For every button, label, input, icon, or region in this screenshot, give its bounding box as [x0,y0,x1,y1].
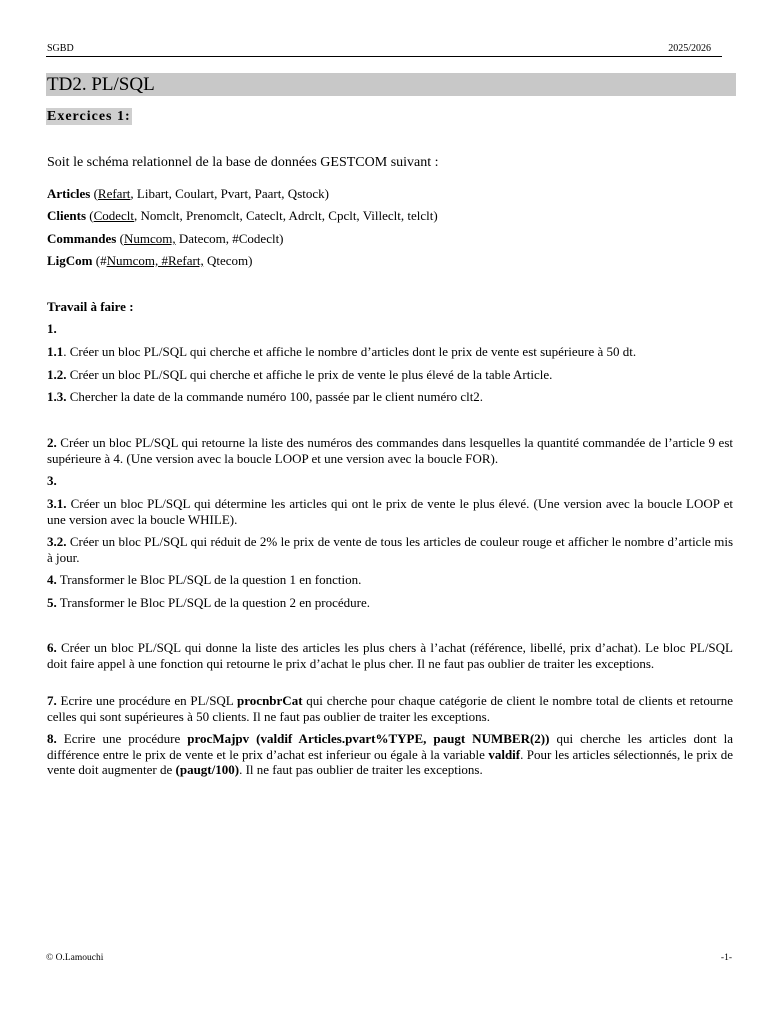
header-course: SGBD [47,43,74,54]
question-1-1: 1.1. Créer un bloc PL/SQL qui cherche et affiche le nombre d’articles dont le prix de vente est supérieure à 50 dt. [47,344,637,359]
question-5: 5. Transformer le Bloc PL/SQL de la question 2 en procédure. [47,595,371,610]
question-4: 4. Transformer le Bloc PL/SQL de la question 1 en fonction. [47,572,362,587]
schema-table-name: Articles [47,186,91,201]
question-7: 7. Ecrire une procédure en PL/SQL procnbrCat qui cherche pour chaque catégorie de client le nombre total de clients et retourne celles qui sont supérieures à 50 clients. Il ne faut pas oublier de traiter les exceptions. [47,693,733,724]
question-number: 1.3. [47,389,67,404]
header-year: 2025/2026 [668,43,711,54]
footer-page-number: -1- [720,953,732,963]
hidden-code-line: SET SERVEROUTPUT ON [47,784,201,799]
procedure-signature: procMajpv (valdif Articles.pvart%TYPE, paugt NUMBER(2)) [187,731,550,746]
schema-primary-key: Codeclt [93,208,135,223]
page-header [46,43,722,57]
question-3-1: 3.1. Créer un bloc PL/SQL qui détermine les articles qui ont le prix de vente le plus élevé. (Une version avec la boucle LOOP et une version avec la boucle WHILE). [47,496,733,527]
question-number: 4. [47,572,57,587]
exercise-heading: Exercices 1: [47,109,131,124]
question-2: 2. Créer un bloc PL/SQL qui retourne la liste des numéros des commandes dans lesquelles la quantité commandée de l’article 9 est supérieure à 4. (Une version avec la boucle LOOP et une version avec la boucle FOR). [47,435,733,466]
question-number: 3.1. [47,496,67,511]
document-title: TD2. PL/SQL [46,73,736,96]
schema-ligcom: LigCom (#Numcom, #Refart, Qtecom) [47,253,253,268]
schema-table-name: Commandes [47,231,117,246]
schema-clients: Clients (Codeclt, Nomclt, Prenomclt, Cateclt, Adrclt, Cpclt, Villeclt, telclt) [47,208,438,223]
question-number: 1.2. [47,367,67,382]
question-1-2: 1.2. Créer un bloc PL/SQL qui cherche et affiche le prix de vente le plus élevé de la table Article. [47,367,553,382]
schema-primary-key: Numcom, #Refart, [106,253,204,268]
question-1-3: 1.3. Chercher la date de la commande numéro 100, passée par le client numéro clt2. [47,389,484,404]
travail-heading: Travail à faire : [47,299,134,314]
schema-primary-key: Numcom, [123,231,176,246]
increase-expression: (paugt/100) [175,762,240,777]
question-number: 6. [47,640,57,655]
schema-table-name: Clients [47,208,86,223]
question-3-2: 3.2. Créer un bloc PL/SQL qui réduit de 2% le prix de vente de tous les articles de couleur rouge et afficher le nombre d’article mis à jour. [47,534,733,565]
question-3: 3. [47,473,57,488]
question-6: 6. Créer un bloc PL/SQL qui donne la liste des articles les plus chers à l’achat (référence, libellé, prix d’achat). Le bloc PL/SQL doit faire appel à une fonction qui retourne le prix d’achat le plus cher. Il ne faut pas oublier de traiter les exceptions. [47,640,733,671]
question-number: 1.1 [47,344,64,359]
schema-primary-key: Refart [97,186,131,201]
footer-author: © O.Lamouchi [46,953,104,963]
schema-table-name: LigCom [47,253,93,268]
procedure-name: procnbrCat [237,693,303,708]
intro-text: Soit le schéma relationnel de la base de données GESTCOM suivant : [47,155,439,170]
question-1: 1. [47,321,57,336]
question-8: 8. Ecrire une procédure procMajpv (valdif Articles.pvart%TYPE, paugt NUMBER(2)) qui cherche les articles dont la différence entre le prix de vente et le prix d’achat est inferieur ou égale à la variable valdif. Pour les articles sélectionnés, le prix de vente doit augmenter de (paugt/100). Il ne faut pas oublier de traiter les exceptions. [47,731,733,777]
schema-articles: Articles (Refart, Libart, Coulart, Pvart, Paart, Qstock) [47,186,329,201]
variable-name: valdif [488,746,521,762]
question-number: 5. [47,595,57,610]
question-number: 7. [47,693,57,708]
question-number: 3.2. [47,534,67,549]
question-number: 2. [47,435,57,450]
schema-commandes: Commandes (Numcom, Datecom, #Codeclt) [47,231,284,246]
question-number: 8. [47,731,57,746]
